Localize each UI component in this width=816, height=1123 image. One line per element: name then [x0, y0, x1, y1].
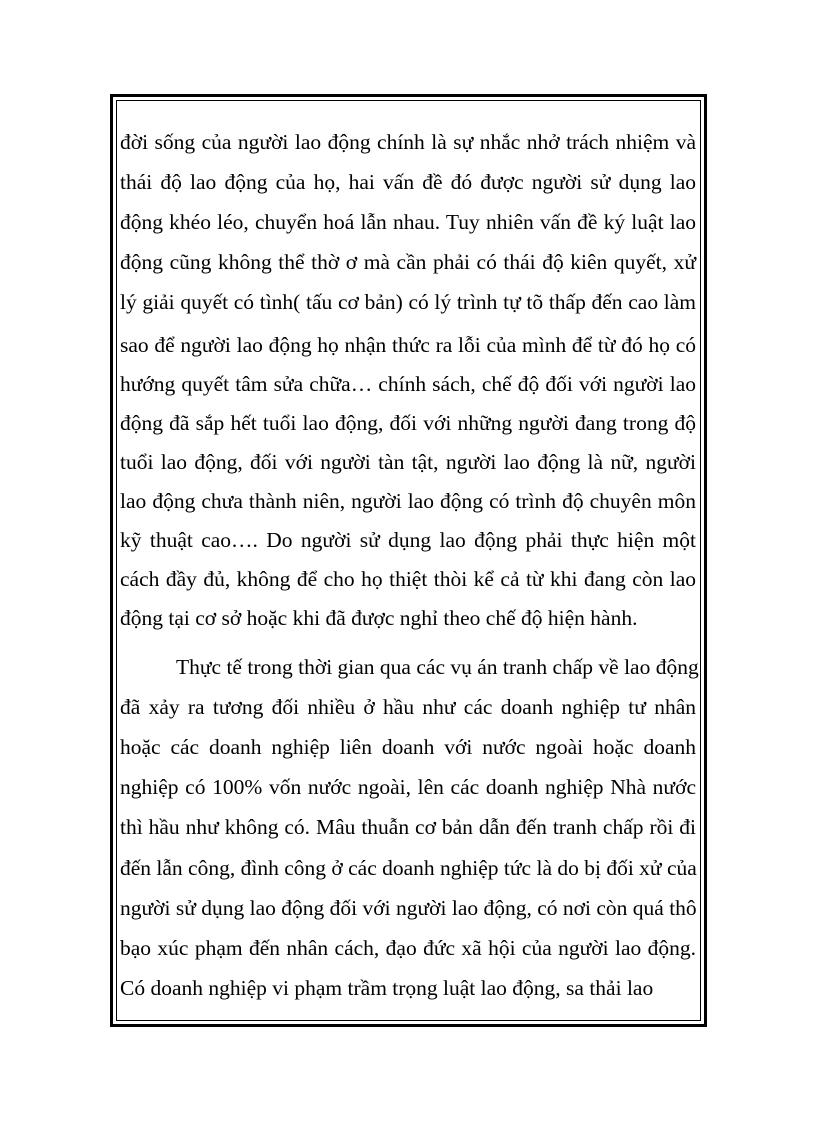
- text-line: Có doanh nghiệp vi phạm trầm trọng luật lao động, sa thải lao: [120, 976, 654, 1000]
- text-line: bạo xúc phạm đến nhân cách, đạo đức xã hội của người lao động.: [120, 936, 696, 960]
- text-line: người sử dụng lao động đối với người lao động, có nơi còn quá thô: [120, 896, 697, 920]
- text-line: nghiệp có 100% vốn nước ngoài, lên các doanh nghiệp Nhà nước: [120, 775, 696, 799]
- text-line: lý giải quyết có tình( tấu cơ bản) có lý trình tự tõ thấp đến cao làm: [120, 290, 696, 314]
- text-line: tuổi lao động, đối với người tàn tật, người lao động là nữ, người: [120, 450, 696, 474]
- text-line: hoặc các doanh nghiệp liên doanh với nước ngoài hoặc doanh: [120, 735, 696, 759]
- text-line: sao để người lao động họ nhận thức ra lỗi của mình để từ đó họ có: [120, 333, 696, 357]
- text-line: động khéo léo, chuyển hoá lẫn nhau. Tuy nhiên vấn đề ký luật lao: [120, 210, 696, 234]
- paragraph-first-line: Thực tế trong thời gian qua các vụ án tranh chấp về lao động: [176, 655, 699, 679]
- text-line: đã xảy ra tương đối nhiều ở hầu như các doanh nghiệp tư nhân: [120, 695, 696, 719]
- text-line: động đã sắp hết tuổi lao động, đối với những người đang trong độ: [120, 411, 696, 435]
- text-line: kỹ thuật cao…. Do người sử dụng lao động phải thực hiện một: [120, 528, 696, 552]
- text-line: đời sống của người lao động chính là sự nhắc nhở trách nhiệm và: [120, 130, 696, 154]
- text-line: đến lẫn công, đình công ở các doanh nghiệp tức là do bị đối xử của: [120, 856, 697, 880]
- text-line: cách đầy đủ, không để cho họ thiệt thòi kể cả từ khi đang còn lao: [120, 567, 696, 591]
- text-line: hướng quyết tâm sửa chữa… chính sách, chế độ đối với người lao: [120, 372, 696, 396]
- text-line: động tại cơ sở hoặc khi đã được nghỉ theo chế độ hiện hành.: [120, 606, 638, 630]
- text-line: lao động chưa thành niên, người lao động có trình độ chuyên môn: [120, 489, 696, 513]
- text-line: thái độ lao động của họ, hai vấn đề đó được người sử dụng lao: [120, 170, 696, 194]
- text-line: thì hầu như không có. Mâu thuẫn cơ bản dẫn đến tranh chấp rồi đi: [120, 815, 696, 839]
- text-line: động cũng không thể thờ ơ mà cần phải có thái độ kiên quyết, xử: [120, 250, 696, 274]
